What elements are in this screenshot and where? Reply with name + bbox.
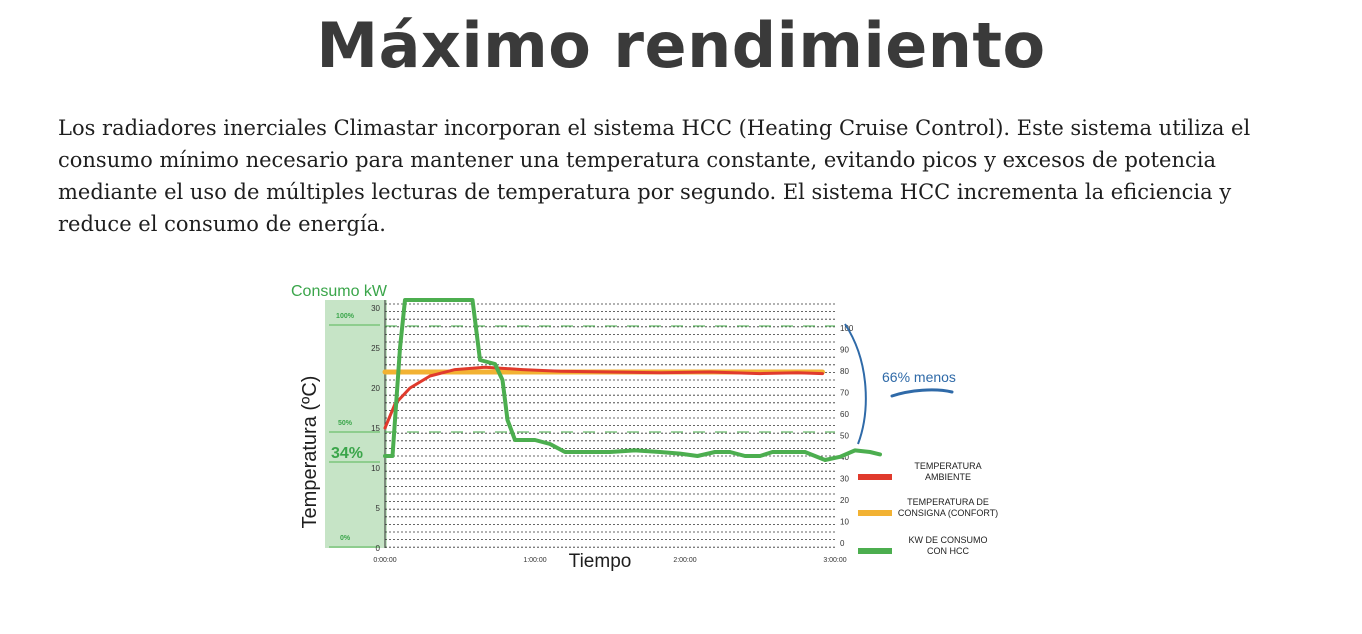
highlight-percent: 34% xyxy=(331,445,364,462)
left-tick-label: 20 xyxy=(371,384,380,393)
percent-label: 50% xyxy=(337,420,353,427)
legend-swatch-consumption xyxy=(858,548,892,554)
legend-swatch-ambient xyxy=(858,474,892,480)
right-tick-label: 30 xyxy=(840,474,849,484)
right-tick-label: 70 xyxy=(840,388,849,398)
legend xyxy=(858,461,998,556)
grid-lines xyxy=(385,300,835,548)
page-title: Máximo rendimiento xyxy=(316,9,1046,82)
right-tick-label: 90 xyxy=(840,345,849,355)
x-axis-label: Tiempo xyxy=(568,551,632,572)
left-tick-label: 15 xyxy=(371,424,380,433)
percent-label: 100% xyxy=(336,313,354,320)
x-tick-label: 2:00:00 xyxy=(673,557,697,564)
consumo-label: Consumo kW xyxy=(291,283,388,300)
left-tick-label: 10 xyxy=(371,464,380,473)
legend-label-consumption: KW DE CONSUMO CON HCC xyxy=(908,535,988,556)
right-tick-label: 40 xyxy=(840,453,849,462)
right-tick-label: 10 xyxy=(840,517,849,527)
series-line-ambient xyxy=(385,367,823,428)
annotation-swoosh xyxy=(892,390,952,396)
right-tick-label: 20 xyxy=(840,496,849,505)
legend-swatch-setpoint xyxy=(858,510,892,516)
band-markers xyxy=(329,325,835,547)
right-tick-label: 100 xyxy=(840,324,854,333)
right-tick-label: 50 xyxy=(840,431,849,441)
right-axis-ticks xyxy=(840,324,854,548)
y-axis-label: Temperatura (ºC) xyxy=(299,375,321,529)
right-tick-label: 80 xyxy=(840,367,849,376)
percent-label: 0% xyxy=(339,535,351,542)
x-tick-label: 1:00:00 xyxy=(523,557,547,564)
annotation-66-menos: 66% menos xyxy=(882,369,956,385)
x-tick-label: 3:00:00 xyxy=(823,557,847,564)
right-tick-label: 60 xyxy=(840,410,849,419)
intro-paragraph: Los radiadores inerciales Climastar incorporan el sistema HCC (Heating Cruise Control). Este sistema utiliza el consumo mínimo necesario para mantener una temperatura constante, evitando picos y excesos de potencia mediante el uso de múltiples lecturas de temperatura por segundo. El sistema HCC incrementa la eficiencia y reduce el consumo de energía. xyxy=(58,116,1251,236)
temperature-consumption-chart xyxy=(280,272,1040,582)
left-tick-label: 0 xyxy=(375,544,380,553)
legend-label-setpoint: TEMPERATURA DE CONSIGNA (CONFORT) xyxy=(897,497,999,518)
chart-container xyxy=(280,272,1040,587)
reduction-bracket xyxy=(845,324,866,444)
left-tick-label: 5 xyxy=(375,504,380,513)
right-tick-label: 0 xyxy=(840,539,845,548)
left-tick-label: 25 xyxy=(371,344,380,353)
legend-label-ambient: TEMPERATURA AMBIENTE xyxy=(914,461,982,482)
x-tick-label: 0:00:00 xyxy=(373,557,397,564)
left-tick-label: 30 xyxy=(371,304,380,313)
